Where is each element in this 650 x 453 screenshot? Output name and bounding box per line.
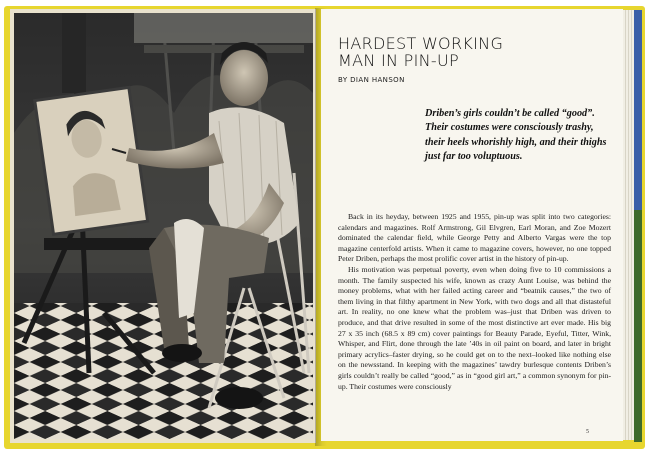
article-body — [338, 212, 611, 392]
article-title — [338, 35, 608, 69]
body-paragraph: His motivation was perpetual poverty, even when doing five to 10 commissions a month. The family suspected his wife, known as crazy Aunt Louise, was behind the money problems, what with her failed acting career and “beatnik causes,” the two of them living in that filthy apartment in New York, with two dogs and all that distasteful art. In reality, no one knew what the problem was–just that Driben was driven to produce, and that drive resulted in some of the most distinctive art ever made. His big 27 x 35 inch (68.5 x 89 cm) cover paintings for Beauty Parade, Eyeful, Titter, Wink, Whisper, and Flirt, done through the late ’40s in oil paint on board, and later in bright primary acrylics–faster drying, so he could get on to the next–looked like nothing else on the newsstand. In keeping with the magazines’ tawdry burlesque contents Driben’s girls couldn’t really be called “good,” as in “good girl art,” a common synonym for pin-up. Their costumes were consciously — [338, 264, 611, 391]
book-edge-green — [634, 210, 642, 442]
byline: BY DIAN HANSON — [338, 76, 405, 84]
left-page — [10, 9, 316, 443]
photo-illustration — [14, 13, 313, 439]
title-line-1: HARDEST WORKING — [338, 34, 504, 53]
artist-photo — [14, 13, 313, 439]
body-paragraph: Back in its heyday, between 1925 and 1955, pin-up was split into two categories: calendars and magazines. Rolf Armstrong, Gil Elvgren, Earl Moran, and Zoe Mozert dominated the calendar field, while George Petty and Alberto Vargas were the top magazine centerfold artists. When it came to magazine covers, however, no one topped Peter Driben, perhaps the most prolific cover artist in the history of pin-up. — [338, 212, 611, 264]
title-line-2: MAN IN PIN-UP — [338, 51, 459, 70]
right-page — [321, 9, 623, 441]
page-number: 5 — [586, 429, 589, 435]
book-edge-blue — [634, 10, 642, 210]
pull-quote: Driben’s girls couldn’t be called “good”. Their costumes were consciously trashy, their heels whorishly high, and their thighs just far too voluptuous. — [425, 108, 607, 163]
